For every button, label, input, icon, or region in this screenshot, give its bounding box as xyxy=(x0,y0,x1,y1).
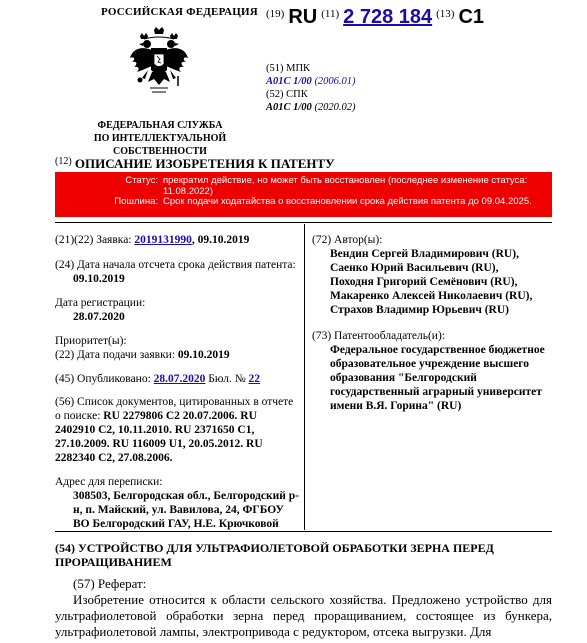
registration-label: Дата регистрации: xyxy=(55,297,146,309)
filing-value: 09.10.2019 xyxy=(177,349,230,361)
spk-version: (2020.02) xyxy=(314,102,356,113)
patent-number-link[interactable]: 2 728 184 xyxy=(343,6,433,28)
coat-of-arms-icon xyxy=(128,26,190,102)
author-item: Походня Григорий Семёнович (RU), xyxy=(330,276,518,288)
priority-label: Приоритет(ы): xyxy=(55,335,127,347)
application-date: , 09.10.2019 xyxy=(191,234,250,246)
author-item: Саенко Юрий Васильевич (RU), xyxy=(330,262,499,274)
filing-label: (22) Дата подачи заявки: xyxy=(55,349,176,361)
published-label: (45) Опубликовано: xyxy=(55,373,151,385)
application-row xyxy=(55,233,300,247)
bulletin-label: Бюл. № xyxy=(208,373,246,385)
spk-code: A01C 1/00 xyxy=(266,102,312,113)
author-item: Страхов Владимир Юрьевич (RU) xyxy=(330,304,509,316)
address-value: 308503, Белгородская обл., Белгородский р-н, п. Майский, ул. Вавилова, 24, ФГБОУ ВО Белгородский ГАУ, Н.Е. Крючковой xyxy=(73,490,299,530)
registration-row xyxy=(55,296,300,324)
patent-number-header xyxy=(266,6,484,29)
owner-value: Федеральное государственное бюджетное образовательное учреждение высшего образования "Белгородский государственный аграрный университет имени В.Я. Горина" (RU) xyxy=(330,344,545,412)
published-date-link[interactable]: 28.07.2020 xyxy=(153,373,206,385)
mpk-label: (51) МПК xyxy=(266,63,311,74)
country-name: РОССИЙСКАЯ ФЕДЕРАЦИЯ xyxy=(101,6,258,18)
title-code: (12) xyxy=(55,156,72,167)
status-label: Статус: xyxy=(125,175,158,186)
mpk-version: (2006.01) xyxy=(314,76,356,87)
fee-label: Пошлина: xyxy=(114,196,158,207)
author-item: Вендин Сергей Владимирович (RU), xyxy=(330,248,519,260)
divider-bottom xyxy=(55,531,552,532)
divider-vertical xyxy=(304,224,305,530)
author-item: Макаренко Алексей Николаевич (RU), xyxy=(330,290,533,302)
bulletin-number-link[interactable]: 22 xyxy=(248,373,261,385)
agency-name xyxy=(60,119,260,158)
cited-value: RU 2279806 C2 20.07.2006. RU 2402910 C2, 10.11.2010. RU 2371650 C1, 27.10.2009. RU 116009 U1, 20.05.2012. RU 2282340 C2, 27.08.2006. xyxy=(55,410,263,464)
kind-code: C1 xyxy=(458,6,485,28)
divider-top xyxy=(55,222,552,223)
registration-value: 28.07.2020 xyxy=(73,311,125,323)
filing-row xyxy=(55,348,300,362)
term-start-value: 09.10.2019 xyxy=(73,273,125,285)
term-start-label: (24) Дата начала отсчета срока действия патента: xyxy=(55,259,296,271)
agency-line-1: ФЕДЕРАЛЬНАЯ СЛУЖБА xyxy=(97,120,223,131)
document-title xyxy=(55,156,335,172)
address-label: Адрес для переписки: xyxy=(55,476,163,488)
abstract-label: (57) Реферат: xyxy=(73,576,147,591)
term-start-row xyxy=(55,258,300,286)
application-number-link[interactable]: 2019131990 xyxy=(134,234,192,246)
country-code: RU xyxy=(288,6,318,28)
title-text: ОПИСАНИЕ ИЗОБРЕТЕНИЯ К ПАТЕНТУ xyxy=(74,156,335,171)
invention-title: (54) УСТРОЙСТВО ДЛЯ УЛЬТРАФИОЛЕТОВОЙ ОБРАБОТКИ ЗЕРНА ПЕРЕД ПРОРАЩИВАНИЕМ xyxy=(55,541,494,569)
owner-label: (73) Патентообладатель(и): xyxy=(312,330,445,342)
authors-label: (72) Автор(ы): xyxy=(312,234,383,246)
code-13: (13) xyxy=(436,8,455,20)
cited-label: (56) Список документов, цитированных в отчете о поиске: xyxy=(55,396,294,422)
classification-block xyxy=(266,62,356,114)
bibliographic-left xyxy=(55,233,300,531)
status-value: прекратил действие, но может быть восстановлен (последнее изменение статуса: 11.08.2022) xyxy=(163,175,528,197)
code-19: (19) xyxy=(266,8,285,20)
cited-documents xyxy=(55,395,300,465)
authors-list xyxy=(312,247,552,317)
bibliographic-right xyxy=(312,233,552,413)
application-label: (21)(22) Заявка: xyxy=(55,234,132,246)
status-banner xyxy=(55,172,552,217)
fee-value: Срок подачи ходатайства о восстановлении срока действия патента до 09.04.2025. xyxy=(163,196,532,207)
spk-label: (52) СПК xyxy=(266,89,308,100)
published-row xyxy=(55,372,300,386)
abstract-text: Изобретение относится к области сельского хозяйства. Предложено устройство для ультрафиолетовой обработки зерна перед проращиванием, состоящее из бункера, ультрафиолетовой лампы, электропривода с редуктором, отсека выгрузки. Для xyxy=(55,592,552,639)
mpk-code-link[interactable]: A01C 1/00 xyxy=(266,76,312,87)
code-11: (11) xyxy=(321,8,340,20)
agency-line-2: ПО ИНТЕЛЛЕКТУАЛЬНОЙ СОБСТВЕННОСТИ xyxy=(93,133,227,157)
